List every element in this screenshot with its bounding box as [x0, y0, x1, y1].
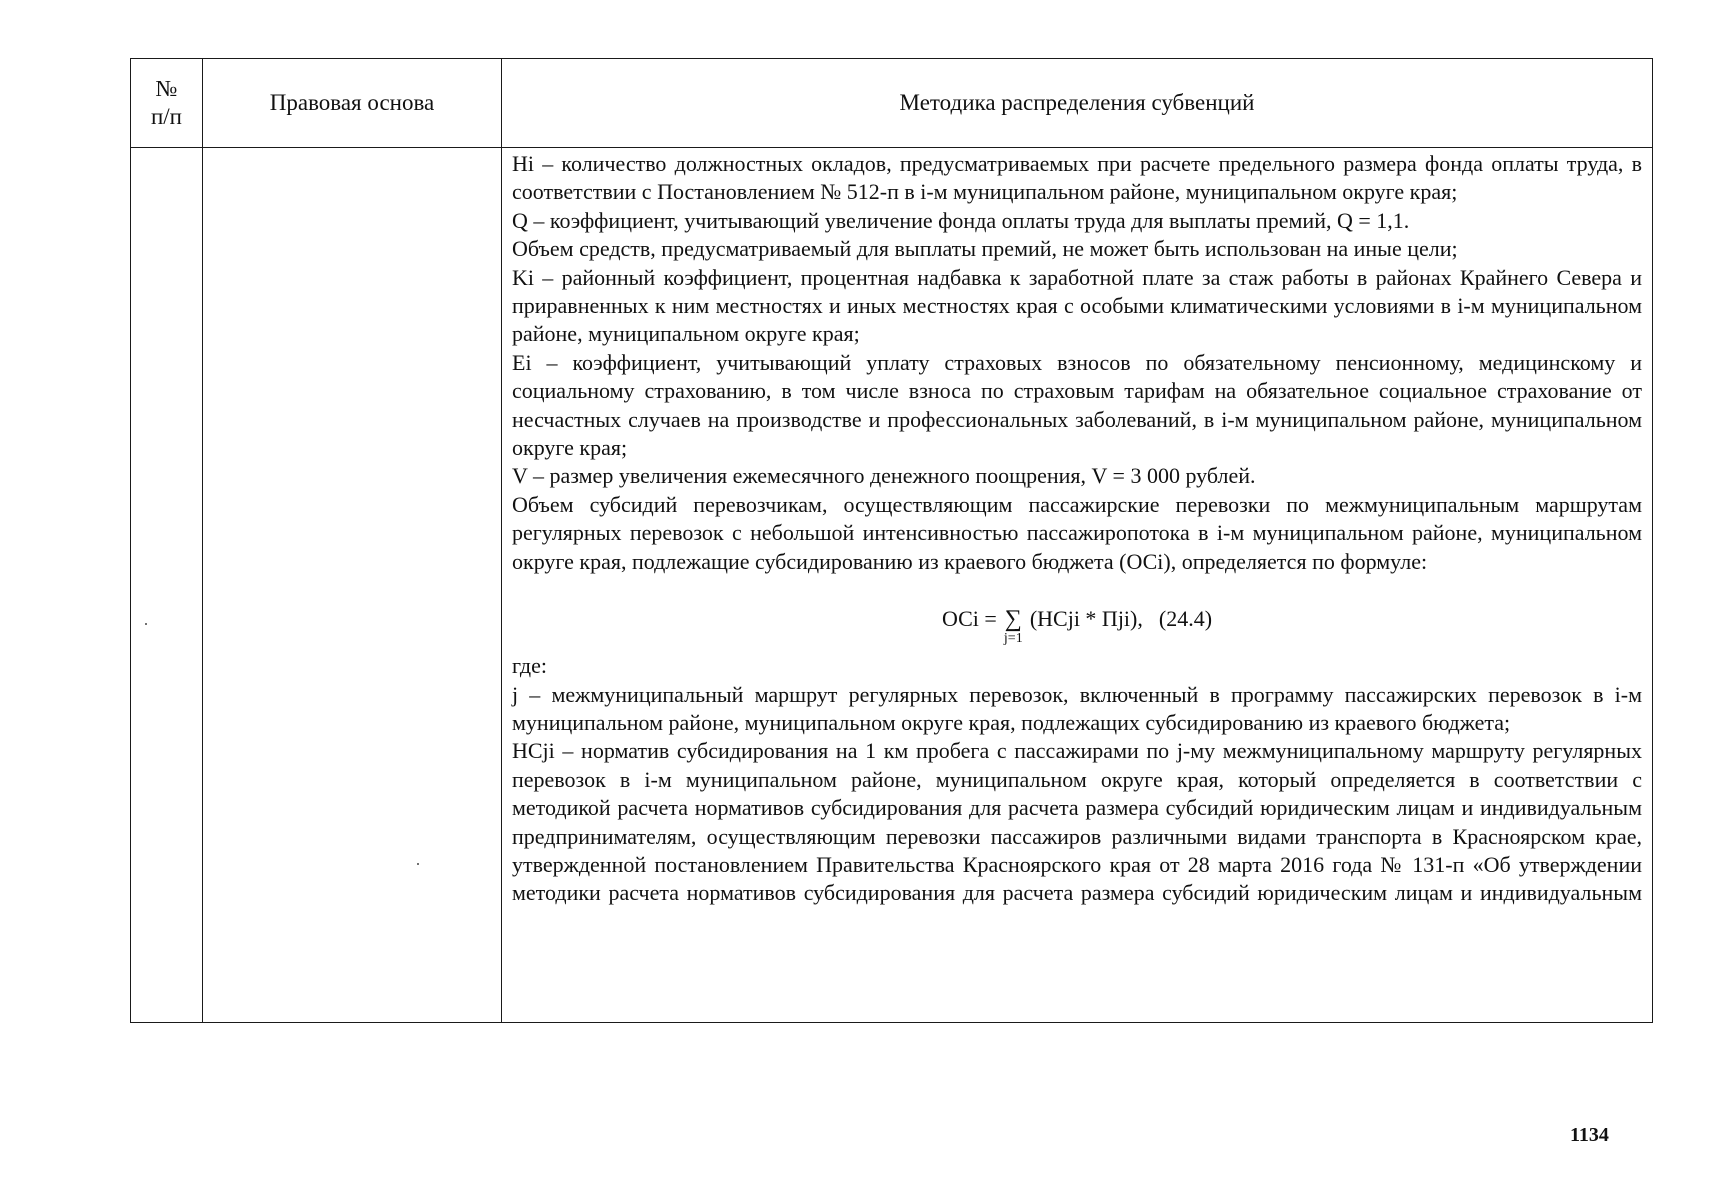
sum-operator: [1002, 606, 1024, 646]
sum-subscript: j=1: [1003, 631, 1023, 647]
paragraph-nsji: НСji – норматив субсидирования на 1 км пробега с пассажирами по j-му межмуниципальному маршруту регулярных перевозок в i-м муниципальном районе, муниципальном округе края, который определяется в соответствии с методикой расчета нормативов субсидирования для расчета размера субсидий юридическим лицам и индивидуальным предпринимателям, осуществляющим перевозки пассажиров различными видами транспорта в Красноярском крае, утвержденной постановлением Правительства Красноярского края от 28 марта 2016 года № 131-п «Об утверждении методики расчета нормативов субсидирования для расчета размера субсидий юридическим лицам и индивидуальным: [512, 738, 1642, 906]
formula-number: (24.4): [1158, 606, 1213, 632]
scan-artifact: [145, 623, 147, 625]
formula-24-4: [512, 606, 1642, 646]
cell-legal-basis: [203, 148, 502, 1023]
scan-artifact: [417, 863, 419, 865]
header-number-symbol: №: [155, 76, 178, 101]
cell-methodology: [502, 148, 1653, 1023]
table-row: [131, 148, 1653, 1023]
paragraph-q: Q – коэффициент, учитывающий увеличение фонда оплаты труда для выплаты премий, Q = 1,1.: [512, 207, 1410, 233]
where-label: где:: [512, 653, 547, 679]
paragraph-hi: Hi – количество должностных окладов, предусматриваемых при расчете предельного размера фонда оплаты труда, в соответствии с Постановлением № 512-п в i-м муниципальном районе, муниципальном округе края;: [512, 151, 1642, 205]
subvention-methodology-table: [130, 58, 1653, 1023]
paragraph-j: j – межмуниципальный маршрут регулярных перевозок, включенный в программу пассажирских перевозок в i-м муниципальном районе, муниципальном округе края, подлежащих субсидированию из краевого бюджета;: [512, 681, 1642, 735]
cell-number: [131, 148, 203, 1023]
page-number: 1134: [1570, 1124, 1609, 1146]
paragraph-ki: Ki – районный коэффициент, процентная надбавка к заработной плате за стаж работы в районах Крайнего Севера и приравненных к ним местностях и иных местностях края с особыми климатическими условиями в i-м муниципальном районе, муниципальном округе края;: [512, 264, 1642, 347]
paragraph-ei: Ei – коэффициент, учитывающий уплату страховых взносов по обязательному пенсионному, медицинскому и социальному страхованию, в том числе взноса по страховым тарифам на обязательное социальное страхование от несчастных случаев на производстве и профессиональных заболеваний, в i-м муниципальном районе, муниципальном округе края;: [512, 349, 1642, 461]
formula-lhs: ОСi =: [941, 606, 1003, 632]
header-number: [131, 59, 203, 148]
paragraph-v: V – размер увеличения ежемесячного денежного поощрения, V = 3 000 рублей.: [512, 463, 1256, 489]
paragraph-bonus-funds: Объем средств, предусматриваемый для выплаты премий, не может быть использован на иные цели;: [512, 236, 1458, 262]
table-header-row: [131, 59, 1653, 148]
formula-rhs: (НСji * Пji),: [1024, 606, 1143, 632]
header-legal-basis: Правовая основа: [203, 59, 502, 148]
header-methodology: Методика распределения субвенций: [502, 59, 1653, 148]
sum-sign: ∑: [1004, 606, 1022, 633]
paragraph-subsidy-volume: Объем субсидий перевозчикам, осуществляющим пассажирские перевозки по межмуниципальным маршрутам регулярных перевозок с небольшой интенсивностью пассажиропотока в i-м муниципальном районе, муниципальном округе края, подлежащие субсидированию из краевого бюджета (ОСi), определяется по формуле:: [512, 491, 1642, 574]
header-number-abbr: п/п: [150, 104, 182, 129]
